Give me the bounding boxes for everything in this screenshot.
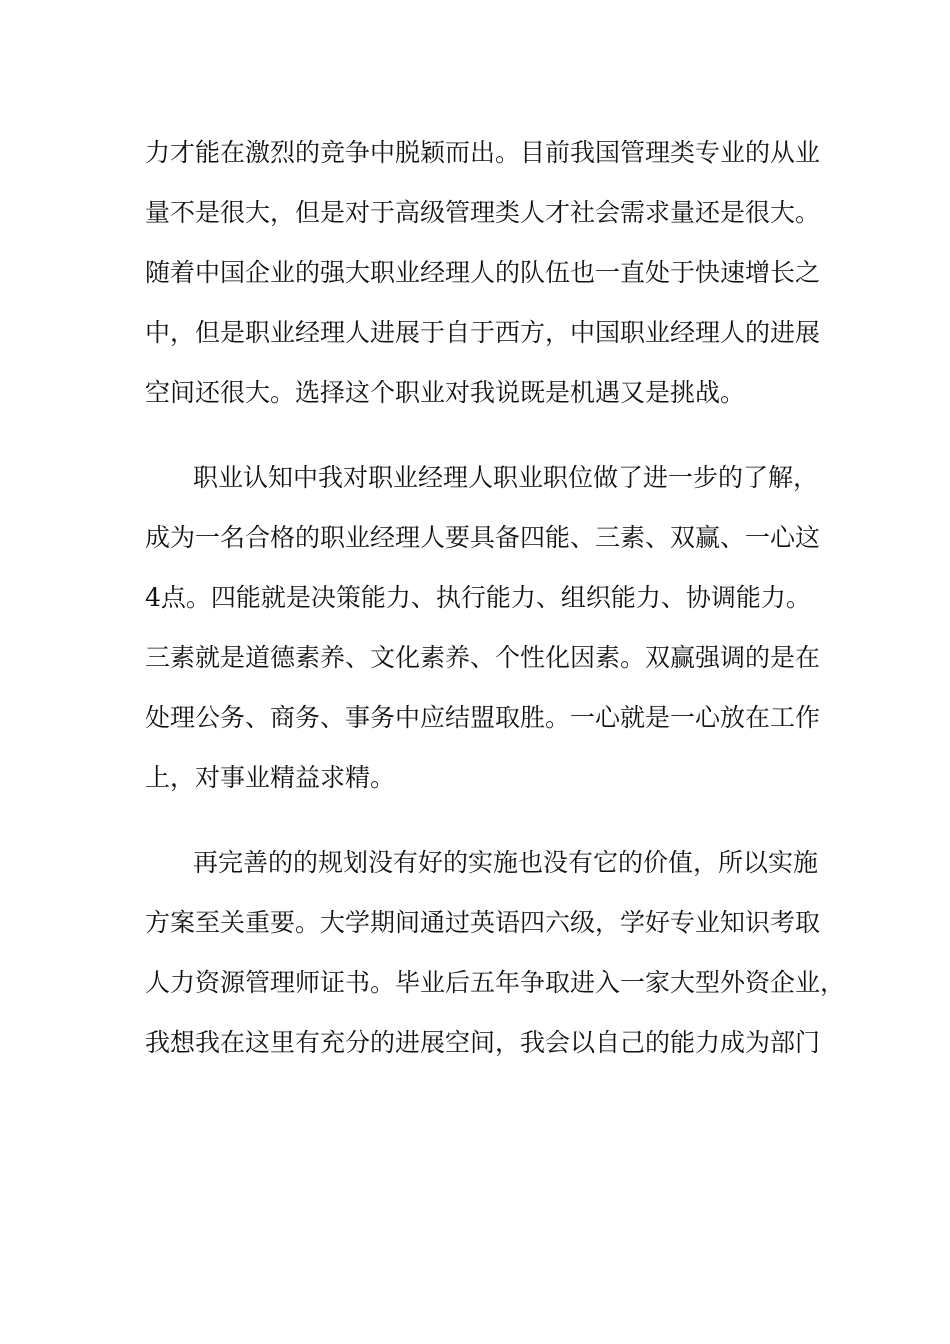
paragraph-2-line-3: 4点。四能就是决策能力、执行能力、组织能力、协调能力。: [145, 583, 811, 612]
paragraph-gap: [145, 430, 805, 455]
paragraph-1-line-4: 中，但是职业经理人进展于自于西方，中国职业经理人的进展: [145, 318, 821, 347]
paragraph-1-line-5: 空间还很大。选择这个职业对我说既是机遇又是挑战。: [145, 378, 746, 407]
paragraph-1-line-3: 随着中国企业的强大职业经理人的队伍也一直处于快速增长之: [145, 258, 821, 287]
paragraph-1-line-1: 力才能在激烈的竞争中脱颖而出。目前我国管理类专业的从业: [145, 138, 821, 167]
paragraph-2-line-1: 职业认知中我对职业经理人职业职位做了进一步的了解，: [193, 463, 819, 492]
paragraph-2-line-4: 三素就是道德素养、文化素养、个性化因素。双赢强调的是在: [145, 643, 821, 672]
paragraph-2-line-5: 处理公务、商务、事务中应结盟取胜。一心就是一心放在工作: [145, 703, 821, 732]
paragraph-gap: [145, 815, 805, 840]
paragraph-2-line-6: 上，对事业精益求精。: [145, 763, 396, 792]
paragraph-3-line-2: 方案至关重要。大学期间通过英语四六级，学好专业知识考取: [145, 908, 821, 937]
paragraph-2-line-2: 成为一名合格的职业经理人要具备四能、三素、双赢、一心这: [145, 523, 821, 552]
body-text: [145, 130, 846, 1080]
paragraph-3-line-4: 我想我在这里有充分的进展空间，我会以自己的能力成为部门: [145, 1028, 821, 1057]
paragraph-1-line-2: 量不是很大，但是对于高级管理类人才社会需求量还是很大。: [145, 198, 821, 227]
paragraph-3-line-1: 再完善的的规划没有好的实施也没有它的价值，所以实施: [193, 848, 819, 877]
paragraph-3-line-3: 人力资源管理师证书。毕业后五年争取进入一家大型外资企业，: [145, 968, 846, 997]
